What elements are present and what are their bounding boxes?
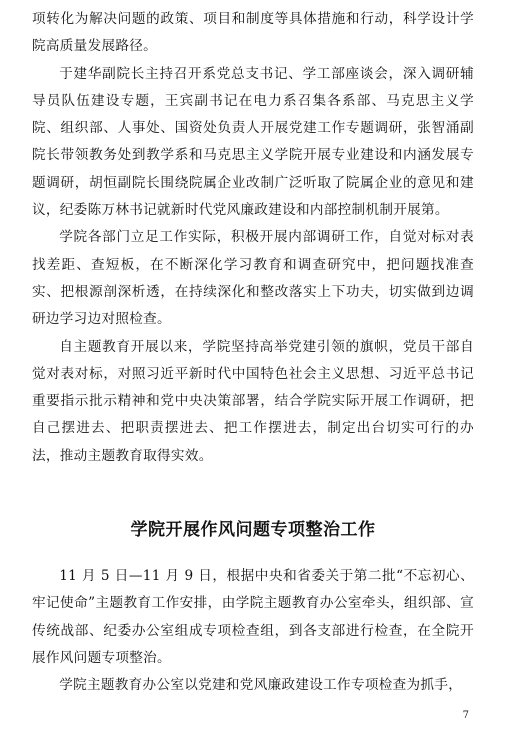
body-paragraph: 自主题教育开展以来，学院坚持高举党建引领的旗帜，党员干部自觉对表对标，对照习近平新时代中国特色社会主义思想、习近平总书记重要指示批示精神和党中央决策部署，结合学院实际开展工作调研，把自己摆进去、把职责摆进去、把工作摆进去，制定出台切实可行的办法，推动主题教育取得实效。 xyxy=(32,338,474,464)
body-paragraph: 项转化为解决问题的政策、项目和制度等具体措施和行动，科学设计学院高质量发展路径。 xyxy=(32,11,474,55)
body-paragraph: 11 月 5 日—11 月 9 日，根据中央和省委关于第二批“不忘初心、牢记使命”主题教育工作安排，由学院主题教育办公室牵头，组织部、宣传统战部、纪委办公室组成专项检查组，到各支部进行检查，在全院开展作风问题专项整治。 xyxy=(32,568,474,666)
section-heading: 学院开展作风问题专项整治工作 xyxy=(130,520,376,541)
body-paragraph: 于建华副院长主持召开系党总支书记、学工部座谈会，深入调研辅导员队伍建设专题，王宾副书记在电力系召集各系部、马克思主义学院、组织部、人事处、国资处负责人开展党建工作专题调研，张智涌副院长带领教务处到教学系和马克思主义学院开展专业建设和内涵发展专题调研，胡恒副院长围绕院属企业改制广泛听取了院属企业的意见和建议，纪委陈万林书记就新时代党风廉政建设和内部控制机制开展第。 xyxy=(32,65,474,219)
page-number: 7 xyxy=(462,710,469,721)
body-paragraph: 学院各部门立足工作实际，积极开展内部调研工作，自觉对标对表找差距、查短板，在不断深化学习教育和调查研究中，把问题找准查实、把根源剖深析透，在持续深化和整改落实上下功夫，切实做到边调研边学习边对照检查。 xyxy=(32,229,474,328)
section-spacer xyxy=(32,470,474,497)
document-page xyxy=(32,6,474,700)
body-paragraph: 学院主题教育办公室以党建和党风廉政建设工作专项检查为抓手， xyxy=(59,677,463,694)
